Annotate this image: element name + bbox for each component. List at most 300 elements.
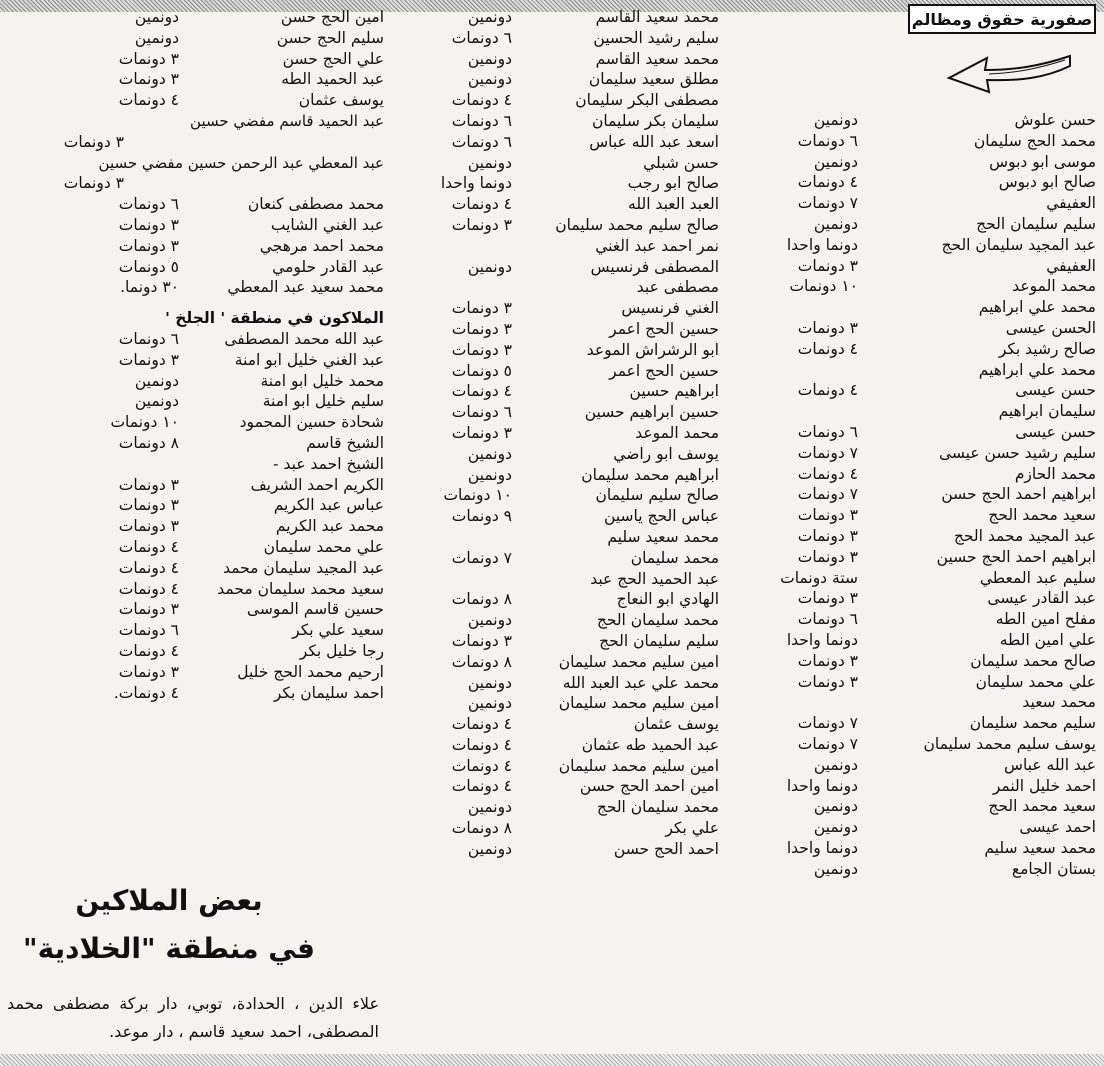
owner-area: ٣ دونمات <box>118 517 179 536</box>
list-item <box>404 569 719 590</box>
list-item <box>751 339 1096 360</box>
owner-area: ستة دونمات <box>780 568 858 587</box>
heading-some-owners: بعض الملاكين <box>75 884 263 917</box>
arrow-left-icon <box>945 48 1075 98</box>
list-item <box>4 516 384 537</box>
list-item <box>4 194 384 215</box>
owner-name: عبد الله محمد المصطفى <box>224 329 384 348</box>
list-item <box>751 214 1096 235</box>
list-item <box>4 257 384 278</box>
list-item <box>751 276 1096 297</box>
owner-name: صالح محمد سليمان <box>970 651 1096 670</box>
owner-name: عبد المعطي عبد الرحمن حسين مفضي حسين <box>98 153 384 172</box>
owner-name: سليمان بكر سليمان <box>591 111 719 130</box>
list-item <box>751 547 1096 568</box>
list-item <box>404 714 719 735</box>
owner-area: ٣٠ دونما. <box>120 278 179 297</box>
owner-area: دونمين <box>813 818 858 837</box>
owner-area: دونمين <box>467 153 512 172</box>
list-item <box>404 506 719 527</box>
owner-name: ارحيم محمد الحج خليل <box>237 662 384 681</box>
owner-area: ٤ دونمات <box>118 537 179 556</box>
list-item <box>4 69 384 90</box>
list-item <box>404 132 719 153</box>
owner-name: عبد القادر حلومي <box>272 257 384 276</box>
owner-area: ٦ دونمات <box>797 131 858 150</box>
list-item <box>404 69 719 90</box>
list-item <box>404 444 719 465</box>
owner-area: ٤ دونمات <box>797 381 858 400</box>
list-item <box>4 391 384 412</box>
owner-area: ٤ دونمات <box>451 735 512 754</box>
list-item <box>751 256 1096 277</box>
list-item <box>751 817 1096 838</box>
list-item <box>404 589 719 610</box>
owner-name: اسعد عبد الله عباس <box>589 132 719 151</box>
owner-area: ٣ دونمات <box>797 256 858 275</box>
owner-name: سعيد علي بكر <box>292 621 384 640</box>
owner-name: العفيفي <box>1046 194 1096 213</box>
list-item <box>751 526 1096 547</box>
owner-area: ٣ دونمات <box>118 236 179 255</box>
owner-name: سليم عبد المعطي <box>979 568 1096 587</box>
list-item <box>404 90 719 111</box>
list-item <box>404 381 719 402</box>
owner-name: يوسف سليم محمد سليمان <box>923 734 1096 753</box>
list-item <box>4 412 384 433</box>
list-item <box>4 433 384 454</box>
list-item <box>751 505 1096 526</box>
owner-area: ٣ دونمات <box>797 651 858 670</box>
owner-area: دونمين <box>467 839 512 858</box>
list-item <box>4 599 384 620</box>
owner-area: دونمين <box>467 49 512 68</box>
owner-area: ٣ دونمات <box>63 174 124 193</box>
owner-name: امين الحج حسن <box>280 8 384 26</box>
owner-area: ٧ دونمات <box>797 714 858 733</box>
owner-area: ٨ دونمات <box>451 590 512 609</box>
list-item <box>4 49 384 70</box>
owner-area: ٤ دونمات <box>118 641 179 660</box>
owner-name: نمر احمد عبد الغني <box>595 236 719 255</box>
owner-name: عبد الغني الشايب <box>270 215 384 234</box>
owner-name: ابراهيم محمد سليمان <box>581 465 719 484</box>
list-item <box>751 401 1096 422</box>
owner-area: ٦ دونمات <box>118 195 179 214</box>
subheading: الملاكون في منطقة ' الجلخ ' <box>165 309 384 328</box>
owner-area: ٣ دونمات <box>63 132 124 151</box>
owner-name: محمد علي ابراهيم <box>978 298 1096 317</box>
list-item <box>4 558 384 579</box>
owner-name: رجا خليل بكر <box>299 641 384 660</box>
list-item <box>404 402 719 423</box>
owner-name: الكريم احمد الشريف <box>250 475 384 494</box>
list-item <box>751 110 1096 131</box>
owners-column-2 <box>404 7 719 860</box>
owner-area: دونمين <box>467 798 512 817</box>
owner-area: ٣ دونمات <box>451 299 512 318</box>
owner-area: ٤ دونمات <box>797 339 858 358</box>
owner-area: ٧ دونمات <box>451 548 512 567</box>
owner-name: المصطفى فرنسيس <box>590 257 719 276</box>
list-item <box>404 673 719 694</box>
list-item <box>751 588 1096 609</box>
owner-name: الشيخ قاسم <box>306 433 384 452</box>
list-item <box>4 475 384 496</box>
owner-name: امين سليم محمد سليمان <box>558 756 719 775</box>
owner-area: ٦ دونمات <box>797 422 858 441</box>
owner-name: احمد الحج حسن <box>613 839 719 858</box>
owner-name: صالح ابو دبوس <box>998 173 1096 192</box>
list-item <box>751 297 1096 318</box>
list-item <box>4 173 384 194</box>
owner-area: دونما واحدا <box>440 174 512 193</box>
owner-name: صالح ابو رجب <box>627 174 719 193</box>
owner-area: ٣ دونمات <box>118 662 179 681</box>
list-item <box>4 236 384 257</box>
owner-area: ٤ دونمات <box>118 91 179 110</box>
owner-area: ٣ دونمات <box>451 423 512 442</box>
owner-name: امين احمد الحج حسن <box>579 777 719 796</box>
owner-name: ابو الرشراش الموعد <box>586 340 719 359</box>
list-item <box>4 111 384 132</box>
owner-area: دونمين <box>467 8 512 26</box>
owner-name: سليم سليمان الحج <box>976 214 1096 233</box>
owner-area: دونما واحدا <box>786 630 858 649</box>
list-item <box>751 152 1096 173</box>
owner-name: مفلح امين الطه <box>995 610 1096 629</box>
list-item <box>751 422 1096 443</box>
owner-name: بستان الجامع <box>1011 859 1096 878</box>
list-item <box>404 236 719 257</box>
list-item <box>751 796 1096 817</box>
owner-area: ٣ دونمات <box>118 350 179 369</box>
list-item <box>404 423 719 444</box>
list-item <box>404 548 719 569</box>
list-item <box>4 579 384 600</box>
owner-name: حسين الحج اعمر <box>609 319 719 338</box>
list-item <box>751 713 1096 734</box>
owner-name: محمد عبد الكريم <box>275 517 384 536</box>
owner-name: حسن عيسى <box>1015 422 1096 441</box>
owner-name: محمد سليمان الحج <box>596 611 719 630</box>
owner-area: ١٠ دونمات <box>110 413 179 432</box>
owner-name: شحادة حسين المحمود <box>239 413 384 432</box>
owner-name: سليم رشيد الحسين <box>593 28 719 47</box>
owner-area: ٣ دونمات <box>797 672 858 691</box>
owner-area: دونمين <box>134 371 179 390</box>
owner-name: موسى ابو دبوس <box>989 152 1096 171</box>
owner-area: ٣ دونمات <box>797 526 858 545</box>
list-item <box>404 527 719 548</box>
list-item <box>404 7 719 28</box>
heading-region: في منطقة "الخلادية" <box>23 932 315 965</box>
owner-name: يوسف عثمان <box>298 91 384 110</box>
owner-area: ٦ دونمات <box>451 403 512 422</box>
list-item <box>4 495 384 516</box>
list-item <box>404 776 719 797</box>
owner-area: ٣ دونمات <box>118 475 179 494</box>
owner-name: عبد الحميد قاسم مفضي حسين <box>190 111 384 130</box>
owner-area: ٣ دونمات <box>118 496 179 515</box>
list-item <box>4 153 384 174</box>
list-item <box>404 361 719 382</box>
owner-name: ابراهيم احمد الحج حسن <box>941 485 1096 504</box>
owner-area: دونمين <box>134 8 179 26</box>
list-item <box>404 693 719 714</box>
owner-area: ٥ دونمات <box>118 257 179 276</box>
owner-name: عبد الحميد الطه <box>281 70 384 89</box>
owner-area: ٧ دونمات <box>797 443 858 462</box>
owner-area: دونمين <box>813 214 858 233</box>
list-item <box>404 818 719 839</box>
owner-name: محمد الحازم <box>1014 464 1096 483</box>
list-item <box>751 568 1096 589</box>
owner-area: ٤ دونمات <box>451 777 512 796</box>
list-item <box>404 111 719 132</box>
owner-area: ٦ دونمات <box>118 621 179 640</box>
owner-name: يوسف عثمان <box>633 715 719 734</box>
owner-area: ١٠ دونمات <box>443 486 512 505</box>
owner-name: سليمان ابراهيم <box>998 402 1096 421</box>
section-title: صفورية حقوق ومظالم <box>911 9 1093 29</box>
list-item <box>4 132 384 153</box>
owner-name: محمد سعيد <box>1022 693 1096 712</box>
list-item <box>4 350 384 371</box>
owner-area: ٤ دونمات <box>451 756 512 775</box>
owner-area: دونمين <box>813 152 858 171</box>
owner-name: سعيد محمد الحج <box>988 506 1096 525</box>
owner-area: دونمين <box>467 465 512 484</box>
owner-area: دونمين <box>134 392 179 411</box>
list-item <box>751 484 1096 505</box>
list-item <box>751 131 1096 152</box>
list-item <box>751 235 1096 256</box>
owner-name: عبد المجيد محمد الحج <box>953 526 1096 545</box>
list-item <box>751 380 1096 401</box>
list-item <box>751 651 1096 672</box>
list-item <box>751 859 1096 880</box>
owner-name: عبد الحميد الحج عبد <box>590 569 719 588</box>
owner-name: سليم رشيد حسن عيسى <box>938 443 1096 462</box>
owner-area: ٦ دونمات <box>451 28 512 47</box>
owner-area: ٦ دونمات <box>118 329 179 348</box>
list-item <box>404 839 719 860</box>
subheading-row <box>4 308 384 329</box>
owner-name: محمد سعيد القاسم <box>595 8 719 26</box>
owner-area: ٤ دونمات <box>451 91 512 110</box>
list-item <box>404 735 719 756</box>
owner-area: دونما واحدا <box>786 235 858 254</box>
owner-area: ٣ دونمات <box>118 49 179 68</box>
list-item <box>404 631 719 652</box>
owner-name: محمد الموعد <box>635 423 719 442</box>
owner-name: محمد سعيد القاسم <box>595 49 719 68</box>
owner-name: مصطفى عبد <box>636 278 719 297</box>
owner-area: ٤ دونمات <box>451 715 512 734</box>
owner-name: سليم الحج حسن <box>276 28 384 47</box>
bottom-border <box>0 1054 1104 1066</box>
owner-area: ٤ دونمات <box>118 579 179 598</box>
owner-name: محمد سعيد سليم <box>607 527 719 546</box>
owner-name: عبد المجيد سليمان محمد <box>223 558 384 577</box>
list-item <box>404 215 719 236</box>
section-header <box>908 4 1096 34</box>
owner-area: دونمين <box>813 797 858 816</box>
owner-area: ٣ دونمات <box>118 215 179 234</box>
list-item <box>4 215 384 236</box>
owners-column-1 <box>751 110 1096 879</box>
list-item <box>751 734 1096 755</box>
owner-name: الشيخ احمد عبد - <box>273 454 384 473</box>
owner-area: ٣ دونمات <box>118 70 179 89</box>
list-item <box>404 194 719 215</box>
owner-area: دونمين <box>813 111 858 129</box>
owner-name: حسين ابراهيم حسين <box>584 403 719 422</box>
owner-name: سعيد محمد الحج <box>988 797 1096 816</box>
owner-name: صالح سليم سليمان <box>595 486 719 505</box>
owner-area: دونمين <box>467 611 512 630</box>
owner-area: ١٠ دونمات <box>789 277 858 296</box>
owner-area: ٣ دونمات <box>451 631 512 650</box>
owner-name: الهادي ابو النعاج <box>616 590 719 609</box>
owner-area: ٤ دونمات <box>797 173 858 192</box>
owner-area: ٥ دونمات <box>451 361 512 380</box>
owner-area: ٨ دونمات <box>118 433 179 452</box>
list-item <box>4 683 384 704</box>
owner-area: ٤ دونمات <box>118 558 179 577</box>
owner-area: دونما واحدا <box>786 838 858 857</box>
owner-name: حسين قاسم الموسى <box>246 600 384 619</box>
owner-name: يوسف ابو راضي <box>613 444 719 463</box>
owner-area: ٨ دونمات <box>451 819 512 838</box>
list-item <box>751 776 1096 797</box>
owner-area: ٣ دونمات <box>451 215 512 234</box>
owner-area: ٤ دونمات <box>451 382 512 401</box>
list-item <box>4 454 384 475</box>
owner-name: عبد الغني خليل ابو امنة <box>234 350 384 369</box>
owner-area: دونمين <box>467 673 512 692</box>
owner-area: دونمين <box>467 444 512 463</box>
owner-area: ٤ دونمات. <box>113 683 179 702</box>
owner-name: سعيد محمد سليمان محمد <box>217 579 384 598</box>
list-item <box>404 298 719 319</box>
list-item <box>404 652 719 673</box>
owner-name: محمد الحج سليمان <box>973 131 1096 150</box>
list-item <box>404 340 719 361</box>
owner-name: حسين الحج اعمر <box>609 361 719 380</box>
owner-name: سليم خليل ابو امنة <box>262 392 384 411</box>
owner-name: محمد علي عبد العبد الله <box>562 673 719 692</box>
owner-name: علي امين الطه <box>999 630 1096 649</box>
list-item <box>404 173 719 194</box>
owners-column-3 <box>4 7 384 703</box>
list-item <box>404 797 719 818</box>
owner-area: ٣ دونمات <box>451 340 512 359</box>
owner-area: ٦ دونمات <box>451 132 512 151</box>
list-item <box>751 443 1096 464</box>
list-item <box>4 662 384 683</box>
list-item <box>751 838 1096 859</box>
list-item <box>4 537 384 558</box>
owner-name: حسن شبلي <box>643 153 719 172</box>
region-paragraph: علاء الدين ، الحدادة، توبي، دار بركة مصطفى محمد المصطفى، احمد سعيد قاسم ، دار موعد. <box>7 994 379 1041</box>
list-item <box>404 319 719 340</box>
owner-name: احمد خليل النمر <box>992 776 1096 795</box>
list-item <box>751 464 1096 485</box>
owner-name: محمد سعيد عبد المعطي <box>227 278 384 297</box>
owner-name: عبد الحميد طه عثمان <box>581 735 719 754</box>
owner-area: ٨ دونمات <box>451 652 512 671</box>
owner-area: ٧ دونمات <box>797 734 858 753</box>
owner-name: محمد مصطفى كنعان <box>247 195 384 214</box>
owner-area: ٦ دونمات <box>451 111 512 130</box>
list-item <box>4 329 384 350</box>
owner-name: امين سليم محمد سليمان <box>558 652 719 671</box>
owner-area: ٩ دونمات <box>451 507 512 526</box>
owner-name: حسن علوش <box>1014 111 1096 129</box>
owner-area: ٣ دونمات <box>797 589 858 608</box>
list-item <box>4 90 384 111</box>
list-item <box>404 257 719 278</box>
list-item <box>4 277 384 298</box>
owner-area: ٧ دونمات <box>797 485 858 504</box>
owner-name: صالح سليم محمد سليمان <box>555 215 719 234</box>
list-item <box>404 610 719 631</box>
owner-area: ٣ دونمات <box>797 506 858 525</box>
owner-name: محمد علي ابراهيم <box>978 360 1096 379</box>
owner-area: دونمين <box>813 755 858 774</box>
list-item <box>404 277 719 298</box>
owner-name: الغني فرنسيس <box>621 299 719 318</box>
owner-name: عباس الحج ياسين <box>604 507 719 526</box>
list-item <box>751 609 1096 630</box>
owner-name: صالح رشيد بكر <box>998 339 1096 358</box>
list-item <box>404 756 719 777</box>
owner-area: دونمين <box>467 70 512 89</box>
owner-area: ٤ دونمات <box>451 195 512 214</box>
list-item <box>404 485 719 506</box>
owner-name: الحسن عيسى <box>1005 318 1096 337</box>
owner-name: عبد الله عباس <box>1004 755 1096 774</box>
list-item <box>404 49 719 70</box>
owner-area: ٤ دونمات <box>797 464 858 483</box>
list-item <box>404 465 719 486</box>
owner-name: عبد المجيد سليمان الحج <box>941 235 1096 254</box>
owner-name: مصطفى البكر سليمان <box>575 91 719 110</box>
list-item <box>751 318 1096 339</box>
owner-name: محمد سليمان <box>630 548 719 567</box>
owner-area: ٦ دونمات <box>797 610 858 629</box>
owner-area: دونمين <box>467 257 512 276</box>
owner-name: حسن عيسى <box>1015 381 1096 400</box>
list-item <box>751 193 1096 214</box>
owner-name: محمد سليمان الحج <box>596 798 719 817</box>
list-item <box>751 360 1096 381</box>
owner-name: محمد خليل ابو امنة <box>260 371 384 390</box>
owner-name: سليم سليمان الحج <box>599 631 719 650</box>
list-item <box>404 153 719 174</box>
owner-name: ابراهيم احمد الحج حسين <box>936 547 1096 566</box>
owner-name: علي الحج حسن <box>282 49 384 68</box>
owner-name: محمد سعيد سليم <box>984 838 1096 857</box>
list-item <box>4 28 384 49</box>
owner-area: دونمين <box>134 28 179 47</box>
owner-area: ٣ دونمات <box>118 600 179 619</box>
owner-name: محمد احمد مرهجي <box>259 236 384 255</box>
owner-name: امين سليم محمد سليمان <box>558 694 719 713</box>
owner-name: علي محمد سليمان <box>975 672 1096 691</box>
